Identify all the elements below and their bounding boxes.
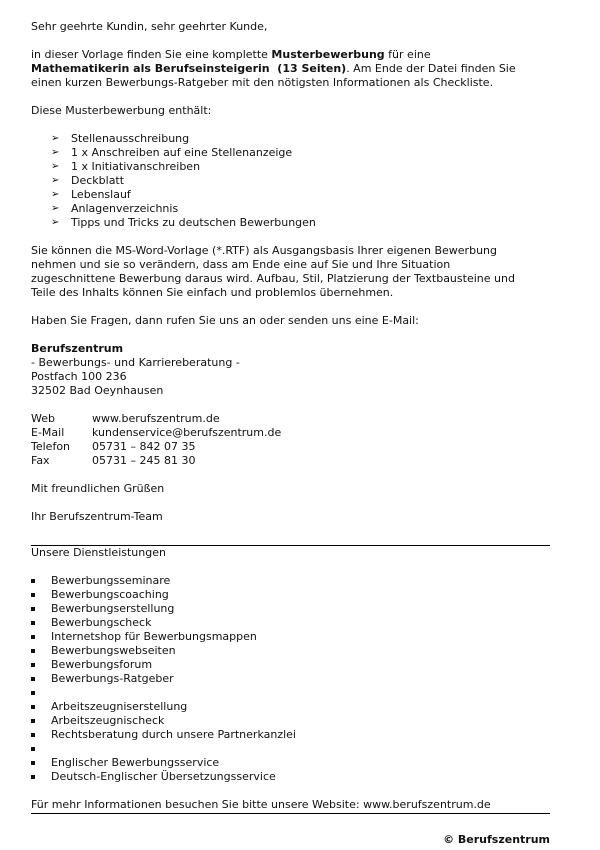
intro-bold-musterbewerbung: Musterbewerbung — [271, 48, 385, 61]
service-item — [31, 616, 551, 630]
bullet-icon — [31, 775, 35, 779]
intro-text-3: . Am Ende der Datei finden Sie — [346, 62, 516, 75]
intro-text-2: für eine — [384, 48, 431, 61]
contents-item-label: Anlagenverzeichnis — [71, 202, 179, 215]
bullet-icon — [31, 621, 35, 625]
arrow-bullet-icon: ➢ — [51, 189, 60, 200]
service-item — [31, 672, 551, 686]
service-label: Bewerbungswebseiten — [51, 644, 176, 657]
service-item — [31, 714, 551, 728]
service-label: Bewerbungs-Ratgeber — [51, 672, 174, 685]
service-item — [31, 658, 551, 672]
services-list — [31, 574, 551, 784]
usage-line-1: Sie können die MS-Word-Vorlage (*.RTF) als Ausgangsbasis Ihrer eigenen Bewerbung — [31, 244, 497, 257]
contact-label: Telefon — [31, 440, 71, 453]
bullet-icon — [31, 593, 35, 597]
service-label: Bewerbungscoaching — [51, 588, 169, 601]
closing: Mit freundlichen Grüßen — [31, 482, 165, 495]
arrow-bullet-icon: ➢ — [51, 175, 60, 186]
service-item — [31, 574, 551, 588]
service-item — [31, 602, 551, 616]
website-link[interactable]: www.berufszentrum.de — [92, 412, 220, 425]
more-info-text: Für mehr Informationen besuchen Sie bitte unsere Website: www.berufszentrum.de — [31, 798, 550, 814]
bullet-icon — [31, 663, 35, 667]
service-item — [31, 630, 551, 644]
bullet-icon — [31, 635, 35, 639]
greeting: Sehr geehrte Kundin, sehr geehrter Kunde, — [31, 20, 268, 33]
company-city: 32502 Bad Oeynhausen — [31, 384, 164, 397]
service-item — [31, 756, 551, 770]
questions-text: Haben Sie Fragen, dann rufen Sie uns an oder senden uns eine E-Mail: — [31, 314, 419, 327]
intro-bold-title: Mathematikerin als Berufseinsteigerin (13 Seiten) — [31, 62, 347, 75]
service-label: Englischer Bewerbungsservice — [51, 756, 220, 769]
contents-item-label: 1 x Anschreiben auf eine Stellenanzeige — [71, 146, 293, 159]
service-item — [31, 700, 551, 714]
arrow-bullet-icon: ➢ — [51, 133, 60, 144]
bullet-icon — [31, 761, 35, 765]
intro-text-1: in dieser Vorlage finden Sie eine komplette — [31, 48, 272, 61]
contents-item — [51, 174, 551, 188]
contact-row-web — [31, 412, 281, 426]
service-label: Bewerbungsseminare — [51, 574, 171, 587]
intro-line-3: einen kurzen Bewerbungs-Ratgeber mit den nötigsten Informationen als Checkliste. — [31, 76, 494, 89]
contents-item — [51, 202, 551, 216]
intro-line-2 — [31, 62, 551, 76]
usage-line-2: nehmen und sie so verändern, dass am Ende eine auf Sie und Ihre Situation — [31, 258, 451, 271]
bullet-icon — [31, 719, 35, 723]
contents-list — [31, 132, 551, 230]
service-label: Internetshop für Bewerbungsmappen — [51, 630, 257, 643]
bullet-icon — [31, 747, 35, 751]
service-label: Bewerbungsforum — [51, 658, 153, 671]
bullet-icon — [31, 579, 35, 583]
contents-item — [51, 146, 551, 160]
contents-item-label: Stellenausschreibung — [71, 132, 190, 145]
service-item — [31, 770, 551, 784]
arrow-bullet-icon: ➢ — [51, 203, 60, 214]
arrow-bullet-icon: ➢ — [51, 147, 60, 158]
bullet-icon — [31, 677, 35, 681]
contact-label: E-Mail — [31, 426, 65, 439]
usage-line-3: zugeschnittene Bewerbung daraus wird. Aufbau, Stil, Platzierung der Textbausteine und — [31, 272, 515, 285]
signature: Ihr Berufszentrum-Team — [31, 510, 163, 523]
intro-line-1 — [31, 48, 551, 62]
service-label: Rechtsberatung durch unsere Partnerkanzlei — [51, 728, 296, 741]
contents-item — [51, 132, 551, 146]
contents-item — [51, 160, 551, 174]
usage-line-4: Teile des Inhalts können Sie einfach und problemlos übernehmen. — [31, 286, 394, 299]
contact-row-fax — [31, 454, 281, 468]
contents-item — [51, 188, 551, 202]
contact-row-phone — [31, 440, 281, 454]
fax-value: 05731 – 245 81 30 — [92, 454, 196, 467]
bullet-icon — [31, 733, 35, 737]
copyright-notice: © Berufszentrum — [443, 833, 550, 846]
contact-label: Web — [31, 412, 55, 425]
bullet-icon — [31, 691, 35, 695]
contains-heading: Diese Musterbewerbung enthält: — [31, 104, 212, 117]
contact-table — [31, 412, 281, 468]
company-postbox: Postfach 100 236 — [31, 370, 127, 383]
bullet-icon — [31, 649, 35, 653]
arrow-bullet-icon: ➢ — [51, 217, 60, 228]
contents-item-label: Deckblatt — [71, 174, 125, 187]
phone-value: 05731 – 842 07 35 — [92, 440, 196, 453]
service-item-empty — [31, 686, 551, 700]
service-item-empty — [31, 742, 551, 756]
service-label: Bewerbungserstellung — [51, 602, 175, 615]
document-page — [31, 20, 551, 814]
arrow-bullet-icon: ➢ — [51, 161, 60, 172]
contents-item-label: 1 x Initiativanschreiben — [71, 160, 201, 173]
email-link[interactable]: kundenservice@berufszentrum.de — [92, 426, 282, 439]
service-item — [31, 588, 551, 602]
service-label: Deutsch-Englischer Übersetzungsservice — [51, 770, 276, 783]
contact-label: Fax — [31, 454, 50, 467]
service-label: Arbeitszeugniserstellung — [51, 700, 188, 713]
services-heading: Unsere Dienstleistungen — [31, 546, 166, 559]
bullet-icon — [31, 607, 35, 611]
contents-item-label: Lebenslauf — [71, 188, 131, 201]
service-label: Arbeitszeugnischeck — [51, 714, 165, 727]
service-item — [31, 644, 551, 658]
service-label: Bewerbungscheck — [51, 616, 152, 629]
company-tagline: - Bewerbungs- und Karriereberatung - — [31, 356, 240, 369]
bullet-icon — [31, 705, 35, 709]
contents-item — [51, 216, 551, 230]
contact-row-email — [31, 426, 281, 440]
service-item — [31, 728, 551, 742]
company-name: Berufszentrum — [31, 342, 124, 355]
contents-item-label: Tipps und Tricks zu deutschen Bewerbungen — [71, 216, 316, 229]
